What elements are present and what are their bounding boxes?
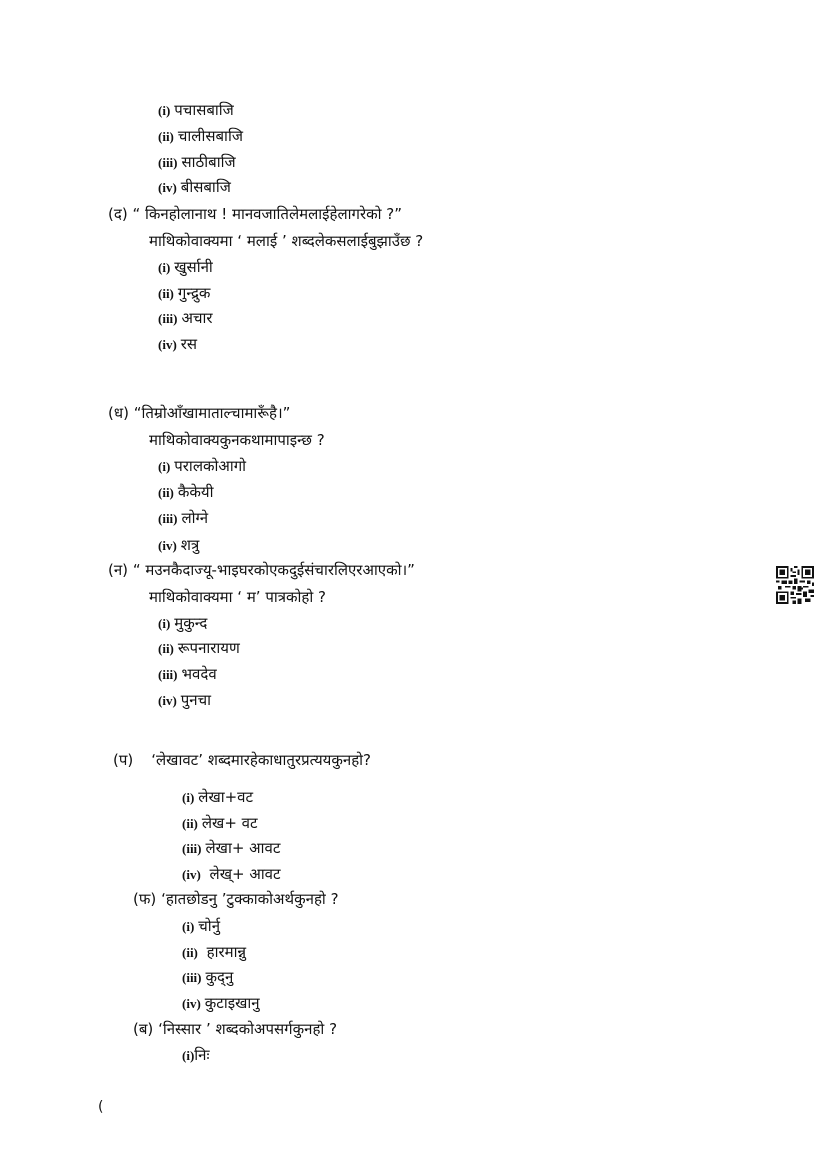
question-subline: माथिकोवाक्यमा ‘ मलाई ’ शब्दलेकसलाईबुझाउँछ ? (149, 232, 424, 250)
option-line: (i) परालकोआगो (158, 457, 247, 475)
option-line: (ii) हारमान्नु (182, 943, 247, 961)
question-label: (फ) (133, 890, 157, 908)
question-text: “तिम्रोआँखामाताल्चामारूँहै।” (133, 404, 291, 422)
question-label: (द) (108, 205, 128, 223)
question-line (108, 403, 290, 423)
option-line: (i) लेखा+वट (182, 788, 254, 806)
option-line: (iv) रस (158, 335, 198, 353)
option-line: (i) खुर्सानी (158, 258, 213, 276)
option-line: (ii) गुन्द्रुक (158, 284, 211, 302)
option-line: (iii) लेखा+ आवट (182, 839, 281, 857)
option-line: (i) पचासबाजि (158, 101, 234, 119)
question-line (133, 889, 339, 909)
question-label: (न) (108, 561, 129, 579)
qr-code-icon (776, 566, 814, 604)
option-line: (i) मुकुन्द (158, 614, 208, 632)
option-line: (iii) लोग्ने (158, 509, 209, 527)
question-subline: माथिकोवाक्यकुनकथामापाइन्छ ? (149, 431, 325, 449)
question-text: ‘निस्सार ’ शब्दकोअपसर्गकुनहो ? (158, 1020, 338, 1038)
option-line: (iv) बीसबाजि (158, 178, 231, 196)
option-line: (iii) कुद्नु (182, 968, 234, 986)
option-line: (iii) भवदेव (158, 665, 217, 683)
option-line: (iv) लेख्+ आवट (182, 865, 281, 883)
question-line (113, 750, 371, 770)
option-line: (iv) कुटाइखानु (182, 994, 260, 1012)
option-line: (ii) चालीसबाजि (158, 127, 243, 145)
question-label: (ध) (108, 404, 129, 422)
question-label: (ब) (133, 1020, 154, 1038)
question-subline: माथिकोवाक्यमा ‘ म’ पात्रकोहो ? (149, 588, 327, 606)
question-line (133, 1019, 337, 1039)
option-line: (ii) रूपनारायण (158, 639, 240, 657)
option-line: (ii) लेख+ वट (182, 814, 258, 832)
question-text: ‘हातछोडनु ’टुक्काकोअर्थकुनहो ? (161, 890, 339, 908)
option-line: (iii) साठीबाजि (158, 153, 236, 171)
option-line: (iii) अचार (158, 309, 213, 327)
option-line: (iv) शत्रु (158, 536, 200, 554)
option-line: (iv) पुनचा (158, 691, 212, 709)
question-text: “ किनहोलानाथ ! मानवजातिलेमलाईहेलागरेको ?” (132, 205, 403, 223)
option-line: (i)निः (182, 1046, 210, 1064)
question-line (108, 204, 402, 224)
question-text: ‘लेखावट’ शब्दमारहेकाधातुरप्रत्ययकुनहो? (151, 751, 372, 769)
option-line: (ii) कैकेयी (158, 483, 214, 501)
question-label: (प) (113, 751, 134, 769)
question-text: “ मउनकैदाज्यू-भाइघरकोएकदुईसंचारलिएरआएको।” (132, 561, 415, 579)
page-footer-mark: ( (98, 1099, 104, 1115)
question-line (108, 560, 415, 580)
option-line: (i) चोर्नु (182, 917, 221, 935)
